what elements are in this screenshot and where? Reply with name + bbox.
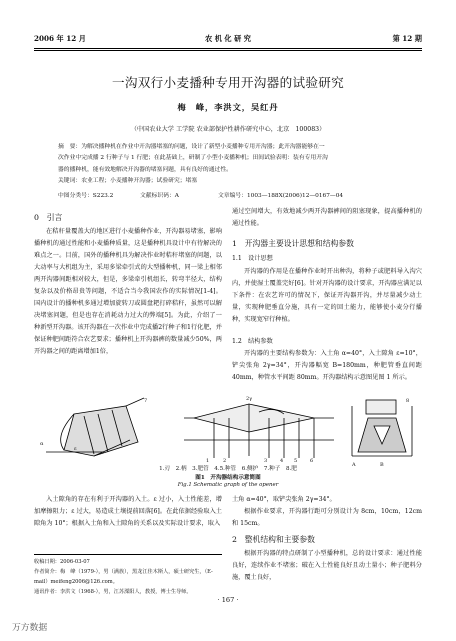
paragraph: 土角 α=40°，取铲尖张角 2γ=34°。 xyxy=(232,496,336,503)
article-number: 文章编号：1003—188X(2006)12—0167—04 xyxy=(218,193,344,199)
paragraph: 入土隙角的存在有利于开沟器的入土。ε 过小，入土性能差，增加摩擦阻力；ε 过大，易造成土壤提前回落[6]。在此依据经验取入土隙角为 10°；根据入土角和入土隙角的关系以及实际设计要求，取入 xyxy=(34,496,222,527)
opener-diagram xyxy=(34,396,422,466)
figure-caption-cn: 图1 开沟器结构示意简图 xyxy=(195,475,261,481)
paragraph: 根据作业要求，开沟器行距可分别设计为 8cm，10cm，12cm 和 15cm。 xyxy=(232,508,422,527)
right-column-bottom xyxy=(232,494,422,530)
footnotes xyxy=(34,557,222,597)
authors: 梅 峰，李洪文，吴红丹 xyxy=(177,102,279,112)
machine-structure-text xyxy=(232,548,422,584)
paragraph: 根据开沟器的特点研制了小型播种机，总的设计要求：通过性能良好，连续作业不堵塞；破在入土性能良好且动土量小；种子肥料分施，覆土良好， xyxy=(232,550,422,581)
article-meta xyxy=(58,190,404,200)
header-issue: 第 12 期 xyxy=(392,34,422,43)
label-part-1: 1 xyxy=(206,458,210,464)
opener-top-view xyxy=(184,404,334,458)
abstract-line: 次作业中完成播 2 行种子与 1 行肥；在此基础上，研制了小型小麦播种机；田间试验表明：装有专用开沟 xyxy=(58,155,328,162)
affiliation: （中国农业大学 工学院 农业部保护性耕作研究中心，北京 100083） xyxy=(130,126,326,133)
paper-title: 一沟双行小麦播种专用开沟器的试验研究 xyxy=(111,75,345,90)
label-part-3: 3 xyxy=(264,458,268,464)
right-column-intro xyxy=(232,206,422,230)
clc-number: 中图分类号：S223.2 xyxy=(58,193,114,199)
section-heading-intro: 0 引言 xyxy=(34,213,63,222)
label-part-7: 7 xyxy=(144,398,148,404)
label-part-8: 8 xyxy=(406,398,410,404)
received-date: 收稿日期：2006-03-07 xyxy=(34,559,90,565)
label-B: B xyxy=(380,462,384,468)
label-A: A xyxy=(352,462,356,468)
running-header xyxy=(34,34,422,48)
header-rule xyxy=(34,48,422,49)
document-code: 文献标识码：A xyxy=(140,193,179,199)
page-number: · 167 · xyxy=(217,596,239,604)
figure-caption-en: Fig.1 Schematic graph of the opener xyxy=(177,482,279,488)
figure-parts-legend: 1.刃 2.柄 3.肥管 4.5.种管 6.侧护 7.种子 8.肥 xyxy=(159,466,297,472)
label-part-6: 6 xyxy=(310,458,314,464)
keywords: 关键词：农业工程；小麦播种开沟器；试验研究；堵塞 xyxy=(58,178,198,185)
section-heading-2: 2 整机结构和主要参数 xyxy=(232,535,315,544)
paragraph: 通过空间增大，有效地减少两开沟器裤间的阻塞现象，提高播种机的通过性能。 xyxy=(232,208,422,227)
header-journal: 农 机 化 研 究 xyxy=(205,34,251,43)
header-rule-2 xyxy=(34,50,422,51)
label-epsilon: ε xyxy=(74,446,77,452)
opener-side-view xyxy=(46,398,144,456)
paragraph: 开沟器的主要结构参数为：入土角 α=40°，入土隙角 ε=10°，铲尖张角 2γ=34°，开沟器幅宽 B=180mm，种肥管垂直间距 40mm，种管水平间距 80mm。开沟器结构示意图见图 1 所示。 xyxy=(232,350,422,381)
label-2gamma: 2γ xyxy=(246,396,253,402)
footnote-rule xyxy=(34,554,222,555)
section-heading-1: 1 开沟器主要设计思想和结构参数 xyxy=(232,239,354,248)
design-idea-text xyxy=(232,266,422,326)
subsection-heading-1-1: 1.1 设计思想 xyxy=(232,255,273,262)
subsection-heading-1-2: 1.2 结构参数 xyxy=(232,338,273,345)
author-bio: 作者简介：梅 峰（1979-），男（满族），黑龙江佳木斯人，硕士研究生，（E-mail）meifeng2006@126.com。 xyxy=(34,569,213,585)
abstract xyxy=(58,142,404,188)
left-column-bottom xyxy=(34,494,222,530)
opener-front-view xyxy=(352,400,412,456)
abstract-line: 器的播种机，能有效地解决开沟器的堵塞问题，具有良好的通过性。 xyxy=(58,166,232,173)
corresponding-author: 通讯作者：李洪文（1968-），男，江苏溧阳人，教授，博士生导师。 xyxy=(34,589,192,595)
paragraph: 开沟器的作用是在播种作业时开出种沟，将种子或肥料导入沟穴内，并使湿土覆盖完好[6]。针对开沟器的设计要求，开沟器应满足以下条件：在农艺许可的情况下，保证开沟器开沟，并尽量减少动土量，实现种肥垂直分施，具有一定的回土能力，能够使小麦分行播种，实现宽窄行种植。 xyxy=(232,268,422,323)
parameters-text xyxy=(232,348,422,384)
label-part-2: 2 xyxy=(223,458,227,464)
abstract-line: 摘 要：为解决播种机在作业中开沟器堵塞的问题，设计了新型小麦播种专用开沟器；此开沟器能够在一 xyxy=(58,144,325,150)
label-part-5: 5 xyxy=(294,458,298,464)
watermark: 万方数据 xyxy=(12,623,48,633)
label-alpha: α xyxy=(40,441,44,447)
header-date: 2006 年 12 月 xyxy=(34,34,86,43)
label-part-4: 4 xyxy=(280,458,284,464)
intro-text xyxy=(34,226,222,358)
paragraph: 在秸秆量覆盖大的地区进行小麦播种作业，开沟器易堵塞，影响播种机的通过性能和小麦播种质量，这是播种机具设计中有待解决的难点之一。目前，国外的播种机具为解决作业时秸秆堵塞的问题，以大动率与大机组为主，采用多梁牵引式的大型播种机，同一梁上相邻两开沟器间距相对较大，但是，多梁牵引机组长，转弯半径大，结构复杂以及价格昂贵等问题，不适合当今我国农作的实际情况[1-4]。国内设计的播种机多通过增加旋转刀或圆盘耙打碎秸秆，虽然可以解决堵塞问题，但是也存在消耗动力过大的弊端[5]。为此，介绍了一种新型开沟器。该开沟器在一次作业中完成播2行种子和1行化肥，并保证种肥间距符合农艺要求；播种机上开沟器裤的数量减少50%，两开沟器之间的距离增加1倍， xyxy=(34,228,222,355)
